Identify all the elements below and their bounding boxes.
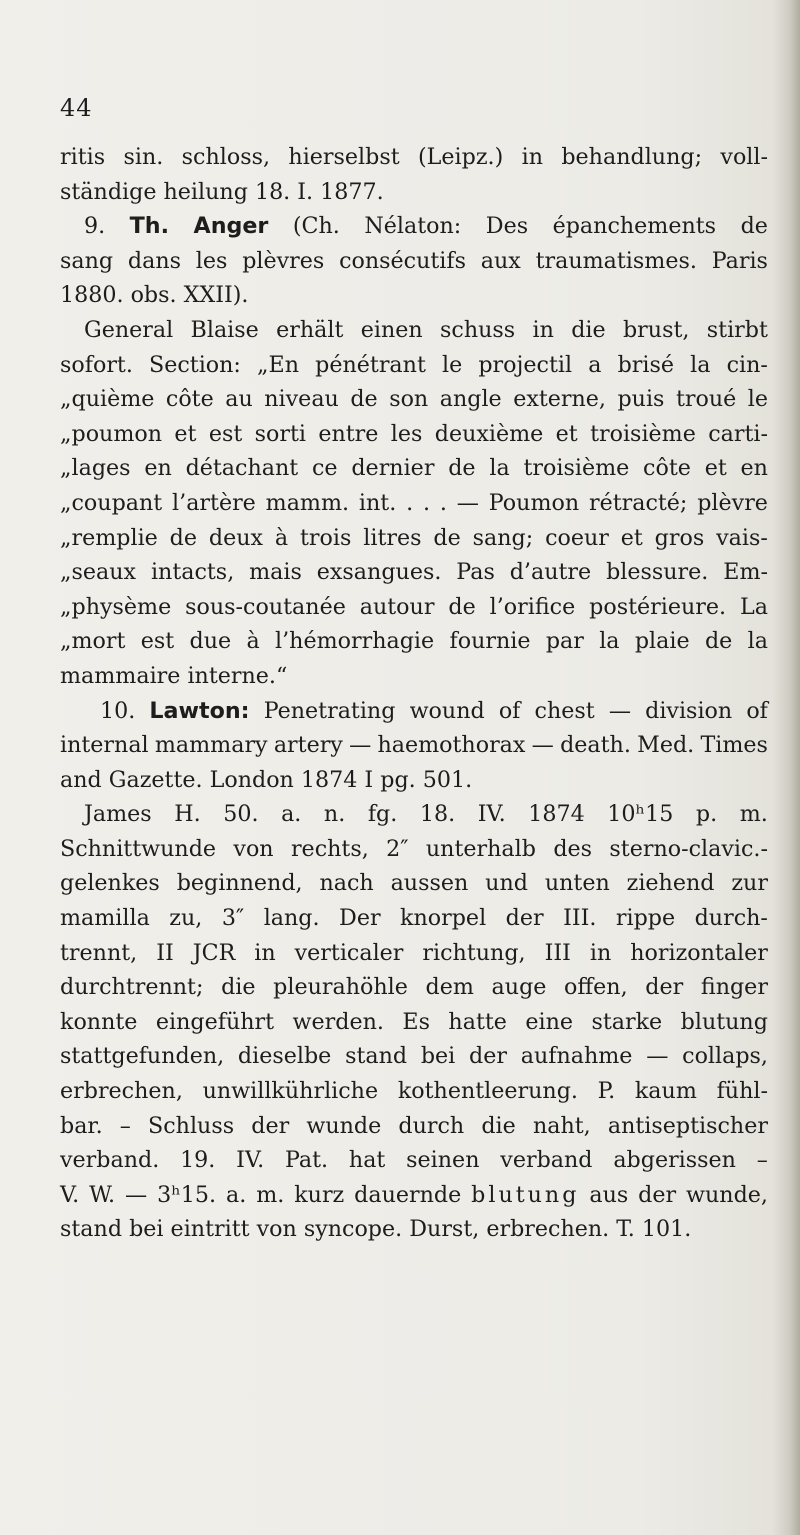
text-line: mamilla zu, 3″ lang. Der knorpel der III. rippe durch- bbox=[60, 905, 768, 932]
text-line: erbrechen, unwillkührliche kothentleerung. P. kaum fühl- bbox=[60, 1078, 768, 1105]
text-line: „poumon et est sorti entre les deuxième et troisième carti- bbox=[60, 420, 768, 447]
text-line: stand bei eintritt von syncope. Durst, erbrechen. T. 101. bbox=[60, 1216, 692, 1243]
text-line: 10. Lawton: Penetrating wound of chest — division of bbox=[100, 697, 768, 724]
text-line: konnte eingeführt werden. Es hatte eine starke blutung bbox=[60, 1008, 768, 1035]
text-line: internal mammary artery — haemothorax — death. Med. Times bbox=[60, 732, 768, 759]
text-line: „remplie de deux à trois litres de sang; coeur et gros vais- bbox=[60, 524, 768, 551]
text-line: 1880. obs. XXII). bbox=[60, 282, 249, 309]
text-line: „coupant l’artère mamm. int. . . . — Poumon rétracté; plèvre bbox=[60, 489, 768, 516]
text-line: ritis sin. schloss, hierselbst (Leipz.) in behandlung; voll- bbox=[60, 144, 768, 170]
text-line: mammaire interne.“ bbox=[60, 662, 288, 689]
text-line: „seaux intacts, mais exsangues. Pas d’autre blessure. Em- bbox=[60, 559, 768, 586]
text-line: verband. 19. IV. Pat. hat seinen verband abgerissen – bbox=[60, 1147, 768, 1174]
text-line: trennt, II JCR in verticaler richtung, III in horizontaler bbox=[60, 939, 768, 966]
text-line: sang dans les plèvres consécutifs aux traumatismes. Paris bbox=[60, 247, 768, 274]
page-edge-shadow bbox=[772, 0, 800, 1535]
text-line: General Blaise erhält einen schuss in die brust, stirbt bbox=[84, 316, 768, 343]
text-line: James H. 50. a. n. fg. 18. IV. 1874 10ʰ15 p. m. bbox=[84, 801, 768, 828]
text-line: „mort est due à l’hémorrhagie fournie par la plaie de la bbox=[60, 628, 768, 655]
text-line: „physème sous-coutanée autour de l’orifice postérieure. La bbox=[60, 593, 768, 620]
text-line: sofort. Section: „En pénétrant le projectil a brisé la cin- bbox=[60, 351, 768, 378]
text-line: durchtrennt; die pleurahöhle dem auge offen, der finger bbox=[60, 974, 768, 1001]
text-line: bar. – Schluss der wunde durch die naht, antiseptischer bbox=[60, 1112, 768, 1139]
page-number: 44 bbox=[60, 94, 93, 122]
body-text bbox=[60, 140, 768, 1247]
text-line: „quième côte au niveau de son angle externe, puis troué le bbox=[60, 386, 768, 413]
text-line: ständige heilung 18. I. 1877. bbox=[60, 178, 384, 205]
text-line: gelenkes beginnend, nach aussen und unten ziehend zur bbox=[60, 870, 768, 897]
text-line: 9. Th. Anger (Ch. Nélaton: Des épanchements de bbox=[84, 213, 768, 240]
text-line: stattgefunden, dieselbe stand bei der aufnahme — collaps, bbox=[60, 1043, 768, 1070]
text-line: „lages en détachant ce dernier de la troisième côte et en bbox=[60, 455, 768, 482]
text-line: V. W. — 3ʰ15. a. m. kurz dauernde blutung aus der wunde, bbox=[60, 1181, 768, 1208]
text-line: and Gazette. London 1874 I pg. 501. bbox=[60, 766, 473, 793]
text-line: Schnittwunde von rechts, 2″ unterhalb des sterno-clavic.- bbox=[60, 835, 768, 862]
